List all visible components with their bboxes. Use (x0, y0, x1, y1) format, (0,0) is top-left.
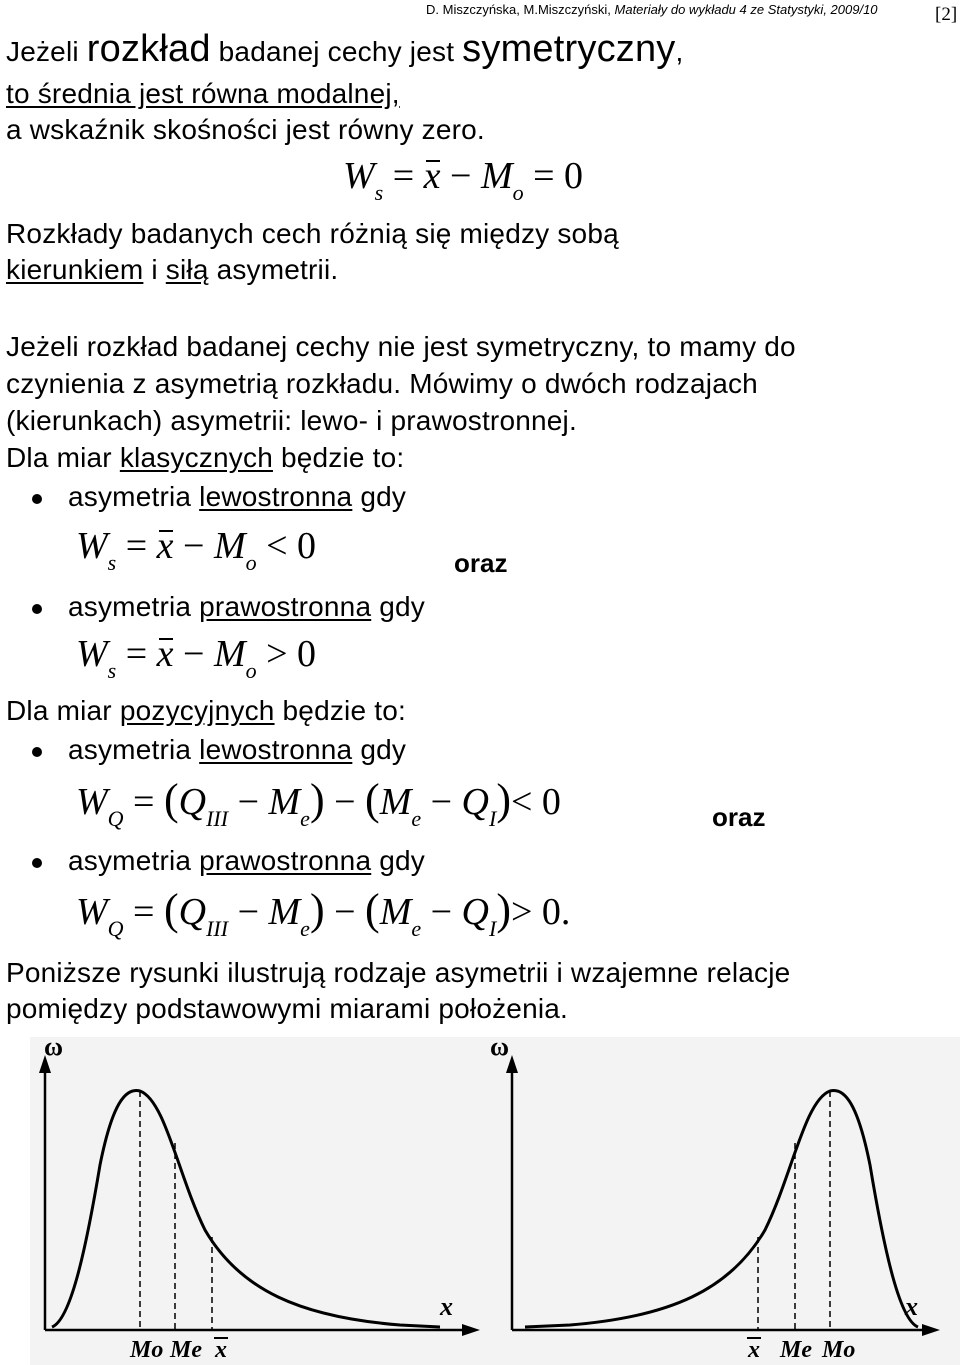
positional-text: Dla miar (6, 695, 120, 726)
p3-line-3: (kierunkach) asymetrii: lewo- i prawostronnej. (6, 405, 577, 436)
y-axis-label: ω (44, 1032, 64, 1061)
symbol-M: M (480, 155, 513, 197)
operator-minus: − (421, 781, 462, 823)
subscript-e: e (300, 806, 310, 831)
symbol-M: M (213, 633, 246, 675)
x-axis-label: x (440, 1292, 453, 1321)
word-sila: siłą (165, 254, 209, 285)
median-label: Me (780, 1337, 812, 1363)
word-prawostronna: prawostronna (199, 591, 372, 622)
operator-minus: − (324, 781, 366, 823)
subscript-Q: Q (107, 806, 124, 831)
intro-emph-rozklad: rozkład (86, 28, 211, 70)
subscript-s: s (374, 180, 384, 205)
intro-line-1 (6, 28, 684, 71)
closing-line-1: Poniższe rysunki ilustrują rodzaje asymetrii i wzajemne relacje (6, 957, 791, 988)
oraz-label: oraz (454, 548, 508, 578)
symbol-Q: Q (461, 891, 489, 933)
symbol-M: M (213, 525, 246, 567)
greater-than-zero: > 0 (510, 891, 561, 933)
symbol-M: M (379, 891, 412, 933)
symbol-W: W (76, 891, 108, 933)
operator-minus: − (228, 781, 269, 823)
subscript-III: III (206, 806, 229, 831)
subscript-III: III (206, 916, 229, 941)
p2-line-1: Rozkłady badanych cech różnią się między sobą (6, 218, 619, 249)
equation-positional-left: $W_Q = (Q_{III} - M_e) - (M_e - Q_I)< 0$ (76, 775, 561, 831)
positional-bullet-2 (68, 845, 425, 877)
bullet-icon (32, 494, 42, 504)
intro-emph-symetryczny: symetryczny (462, 28, 676, 70)
equals-zero: = 0 (533, 155, 584, 197)
intro-line-3: a wskaźnik skośności jest równy zero. (6, 114, 485, 145)
symbol-M: M (268, 781, 301, 823)
intro-text: badanej cechy jest (210, 36, 463, 67)
classic-intro (6, 442, 404, 474)
word-pozycyjnych: pozycyjnych (119, 695, 275, 726)
bullet-text: asymetria (68, 481, 200, 512)
less-than-zero: < 0 (510, 781, 561, 823)
median-label: Me (170, 1337, 202, 1363)
symbol-x-bar: x (423, 155, 441, 197)
symbol-M: M (379, 781, 412, 823)
subscript-s: s (107, 658, 117, 683)
y-axis-label: ω (490, 1032, 510, 1061)
bullet-text: asymetria (68, 591, 200, 622)
subscript-I: I (489, 916, 497, 941)
p3-line-2: czynienia z asymetrią rozkładu. Mówimy o dwóch rodzajach (6, 368, 758, 399)
operator-minus: − (324, 891, 366, 933)
symbol-Q: Q (461, 781, 489, 823)
subscript-o: o (245, 550, 257, 575)
symbol-Q: Q (178, 891, 207, 933)
classic-text: Dla miar (6, 442, 120, 473)
word-klasycznych: klasycznych (119, 442, 273, 473)
symbol-M: M (268, 891, 301, 933)
p3-line-1: Jeżeli rozkład badanej cechy nie jest symetryczny, to mamy do (6, 331, 796, 362)
operator-equals: = (125, 633, 157, 675)
operator-minus: − (440, 155, 481, 197)
bullet-text: gdy (352, 481, 407, 512)
operator-equals: = (133, 891, 164, 933)
oraz-label: oraz (712, 802, 766, 832)
intro-text: Jeżeli (6, 36, 87, 67)
less-than-zero: < 0 (266, 525, 317, 567)
operator-minus: − (173, 525, 214, 567)
subscript-s: s (107, 550, 117, 575)
p2-line-2 (6, 254, 338, 286)
operator-equals: = (133, 781, 164, 823)
bullet-text: gdy (352, 734, 407, 765)
greater-than-zero: > 0 (266, 633, 317, 675)
bullet-text: gdy (371, 845, 425, 876)
symbol-W: W (76, 525, 108, 567)
scan-background (30, 1037, 960, 1365)
period: . (560, 891, 571, 933)
header-authors: D. Miszczyńska, M.Miszczyński, (426, 2, 615, 17)
subscript-o: o (245, 658, 257, 683)
symbol-W: W (76, 633, 108, 675)
positional-intro (6, 695, 406, 727)
header-title: Materiały do wykładu 4 ze Statystyki, 2009/10 (614, 2, 878, 17)
operator-minus: − (173, 633, 214, 675)
equation-classic-left (76, 524, 317, 575)
symbol-W: W (76, 781, 108, 823)
operator-equals: = (125, 525, 157, 567)
word-kierunkiem: kierunkiem (6, 254, 144, 285)
word-prawostronna: prawostronna (199, 845, 372, 876)
subscript-e: e (411, 806, 422, 831)
bullet-icon (32, 604, 42, 614)
classic-bullet-1 (68, 481, 406, 513)
symbol-x-bar: x (156, 525, 174, 567)
mode-label: Mo (822, 1337, 856, 1363)
positional-text: będzie to: (274, 695, 406, 726)
symbol-Q: Q (178, 781, 207, 823)
p2-text: asymetrii. (208, 254, 339, 285)
mean-label: x (748, 1337, 760, 1363)
subscript-Q: Q (107, 916, 124, 941)
word-lewostronna: lewostronna (199, 734, 353, 765)
symbol-x-bar: x (156, 633, 174, 675)
subscript-e: e (411, 916, 422, 941)
equation-symmetric (343, 154, 584, 205)
operator-minus: − (421, 891, 462, 933)
closing-line-2: pomiędzy podstawowymi miarami położenia. (6, 993, 569, 1024)
bullet-text: asymetria (68, 845, 200, 876)
x-axis-label: x (905, 1292, 918, 1321)
bullet-text: asymetria (68, 734, 200, 765)
page-header (426, 2, 878, 17)
mean-label: x (215, 1337, 227, 1363)
subscript-I: I (489, 806, 497, 831)
operator-minus: − (228, 891, 269, 933)
equation-classic-right (76, 632, 317, 683)
bullet-icon (32, 747, 42, 757)
equation-positional-right: $W_Q = (Q_{III} - M_e) - (M_e - Q_I)> 0$. (76, 885, 571, 941)
classic-text: będzie to: (272, 442, 405, 473)
operator-equals: = (392, 155, 424, 197)
positional-bullet-1 (68, 734, 406, 766)
mode-label: Mo (130, 1337, 164, 1363)
word-lewostronna: lewostronna (199, 481, 353, 512)
intro-line-2: to średnia jest równa modalnej, (6, 78, 400, 109)
intro-text: , (675, 36, 684, 67)
skewness-figures (0, 1025, 960, 1365)
bullet-icon (32, 858, 42, 868)
subscript-o: o (512, 180, 524, 205)
symbol-W: W (343, 155, 375, 197)
subscript-e: e (300, 916, 310, 941)
bullet-text: gdy (371, 591, 425, 622)
page-number: [2] (935, 4, 958, 25)
classic-bullet-2 (68, 591, 425, 623)
p2-text: i (143, 254, 166, 285)
